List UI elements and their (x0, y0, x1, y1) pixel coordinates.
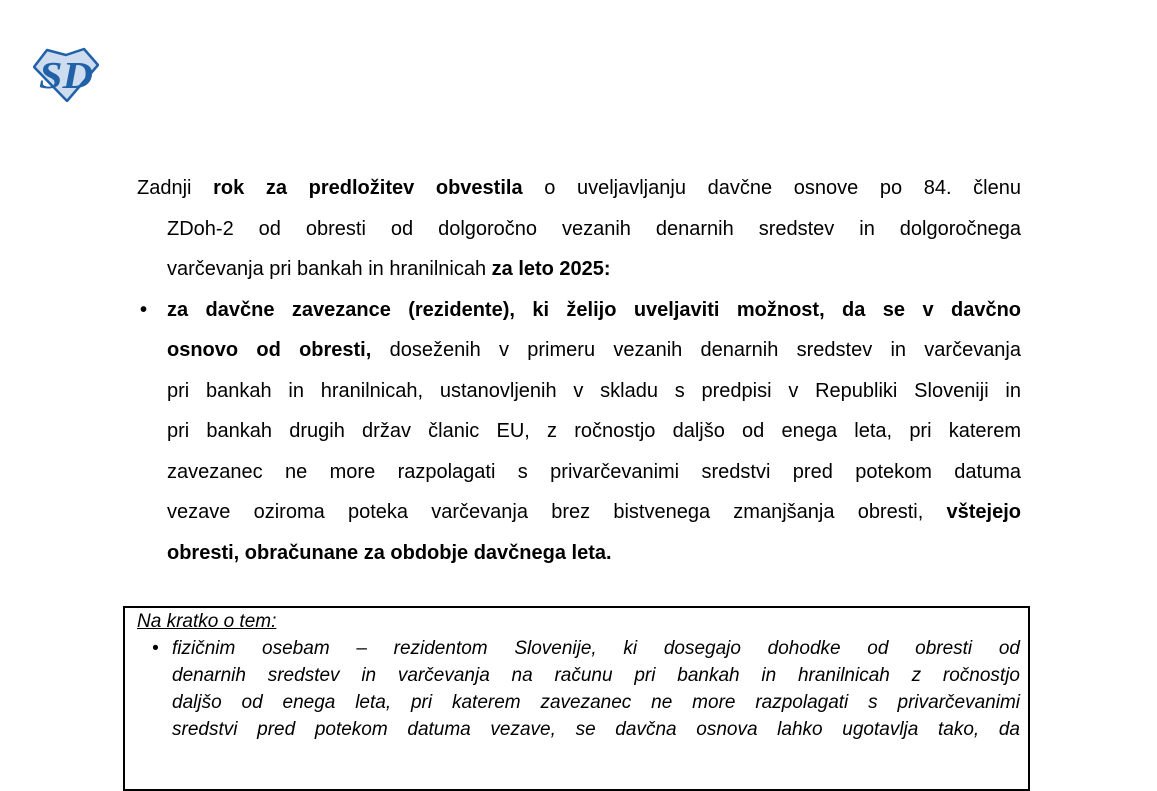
text-segment: varčevanja pri bankah in hranilnicah (167, 258, 492, 280)
text-line (167, 452, 1021, 493)
text-segment: ZDoh-2 od obresti od dolgoročno vezanih denarnih sredstev in dolgoročnega (167, 217, 1021, 240)
document-body (137, 168, 1021, 573)
text-segment: za davčne zavezance (rezidente), ki želijo uveljaviti možnost, da se v davčno (167, 298, 1021, 321)
text-line (172, 689, 1020, 716)
bullet-marker: • (140, 298, 148, 321)
text-segment: za leto 2025: (491, 258, 611, 280)
text-line (167, 492, 1021, 533)
bullet-item (137, 290, 1021, 574)
text-line (137, 168, 1021, 209)
bullet-item-text (167, 290, 1021, 574)
text-segment: vezave oziroma poteka varčevanja brez bistvenega zmanjšanja obresti, (167, 501, 947, 523)
company-logo (33, 46, 99, 102)
text-segment: sredstvi pred potekom datuma vezave, se davčna osnova lahko ugotavlja tako, da (172, 719, 1020, 740)
text-line (137, 249, 1021, 290)
text-segment: daljšo od enega leta, pri katerem zavezanec ne more razpolagati s privarčevanimi (172, 692, 1020, 713)
text-line (172, 662, 1020, 689)
text-line (167, 290, 1021, 331)
text-segment: Zadnji (137, 177, 214, 199)
text-segment: pri bankah drugih držav članic EU, z ročnostjo daljšo od enega leta, pri katerem (167, 420, 1021, 442)
text-segment: fizičnim osebam – rezidentom Slovenije, ki dosegajo dohodke od obresti od (172, 638, 1020, 659)
text-line (172, 635, 1020, 662)
text-segment: osnovo od obresti, (167, 339, 372, 361)
intro-paragraph (137, 168, 1021, 290)
text-segment: zavezanec ne more razpolagati s privarčevanimi sredstvi pred potekom datuma (167, 460, 1021, 483)
text-line (167, 330, 1021, 371)
text-segment: vštejejo (946, 501, 1021, 523)
text-segment: denarnih sredstev in varčevanja na računu pri bankah in hranilnicah z ročnostjo (172, 665, 1020, 686)
text-segment: pri bankah in hranilnicah, ustanovljenih v skladu s predpisi v Republiki Sloveniji in (167, 379, 1021, 402)
text-segment: rok za predložitev obvestila (213, 177, 523, 199)
text-line (167, 533, 1021, 574)
text-segment: obresti, obračunane za obdobje davčnega leta. (167, 541, 612, 564)
summary-bullet-item (137, 635, 1020, 743)
summary-box (123, 606, 1030, 791)
summary-box-title: Na kratko o tem: (137, 611, 277, 632)
text-segment: o uveljavljanju davčne osnove po 84. členu (522, 177, 1021, 199)
logo-letters: SD (39, 55, 93, 97)
text-line (172, 716, 1020, 743)
summary-bullet-text (172, 635, 1020, 743)
text-line (137, 209, 1021, 250)
bullet-marker: • (152, 638, 159, 659)
text-segment: doseženih v primeru vezanih denarnih sredstev in varčevanja (371, 339, 1022, 361)
text-line (167, 371, 1021, 412)
text-line (167, 411, 1021, 452)
